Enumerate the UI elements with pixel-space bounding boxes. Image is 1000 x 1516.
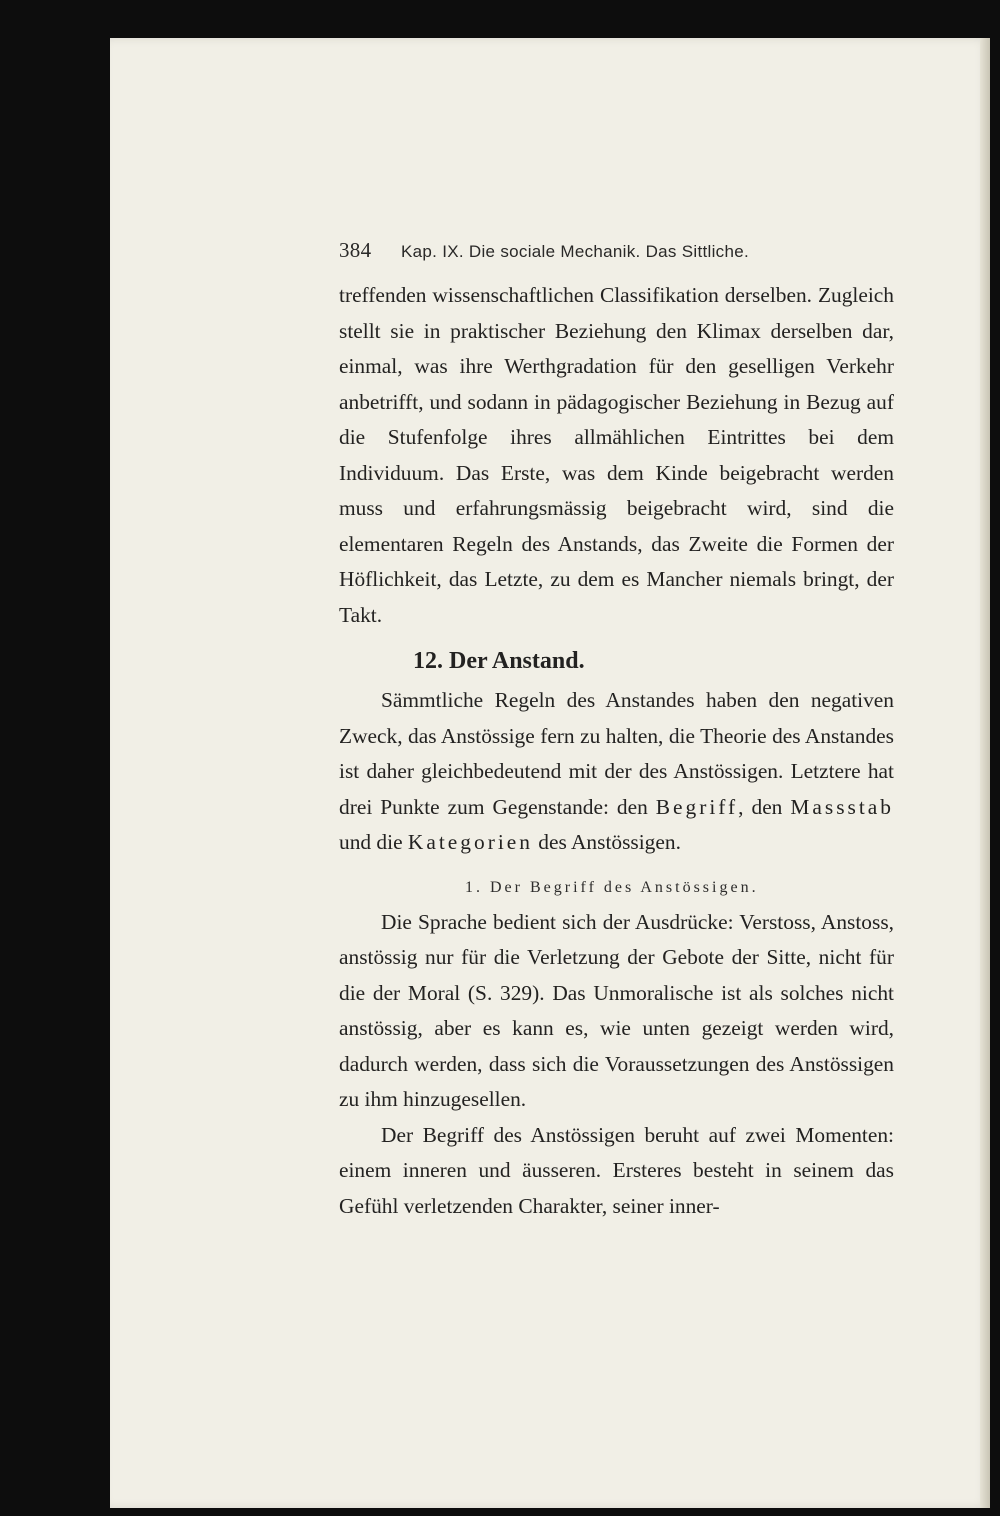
paragraph-2 [339, 683, 894, 861]
paragraph-4: Der Begriff des Anstössigen beruht auf zwei Momenten: einem inneren und äusseren. Ersteres besteht in seinem das Gefühl verletzenden Charakter, seiner inner- [339, 1122, 894, 1218]
term-begriff: Begriff [655, 794, 739, 819]
paragraph-1: treffenden wissenschaftlichen Classifikation derselben. Zugleich stellt sie in praktischer Beziehung den Klimax derselben dar, einmal, was ihre Werthgradation für den geselligen Verkehr anbetrifft, und sodann in pädagogischer Beziehung in Bezug auf die Stufenfolge ihres allmählichen Eintrittes bei dem Individuum. Das Erste, was dem Kinde beigebracht werden muss und erfahrungsmässig beigebracht wird, sind die elementaren Regeln des Anstands, das Zweite die Formen der Höflichkeit, das Letzte, zu dem es Mancher niemals bringt, der Takt. [339, 283, 894, 627]
running-head [339, 238, 894, 268]
page-gutter-shadow [980, 38, 990, 1508]
paragraph-3: Die Sprache bedient sich der Ausdrücke: Verstoss, Anstoss, anstössig nur für die Verletzung der Gebote der Sitte, nicht für die der Moral (S. 329). Das Unmoralische ist als solches nicht anstössig, aber es kann es, wie unten gezeigt werden wird, dadurch werden, dass sich die Voraussetzungen des Anstössigen zu ihm hinzugesellen. [339, 909, 894, 1111]
term-massstab: Massstab [790, 794, 894, 819]
text-block [339, 238, 894, 1224]
book-page [110, 38, 990, 1508]
subsection-heading: 1. Der Begriff des Anstössigen. [465, 878, 759, 896]
paragraph-2-text-b: , den [738, 794, 791, 819]
term-kategorien: Kategorien [407, 830, 533, 854]
paragraph-2-text-c: und die [339, 830, 408, 854]
page-number: 384 [339, 238, 372, 262]
paragraph-2-text-d: des Anstössigen. [532, 830, 681, 854]
paragraph-2-text-a: Sämmtliche Regeln des Anstandes haben den negativen Zweck, das Anstössige fern zu halten, die Theorie des Anstandes ist daher gleichbedeutend mit der des Anstössigen. Letztere hat drei Punkte zum Gegenstande: den [339, 688, 894, 819]
chapter-title: Kap. IX. Die sociale Mechanik. Das Sittliche. [401, 242, 749, 261]
section-heading: 12. Der Anstand. [413, 648, 585, 674]
